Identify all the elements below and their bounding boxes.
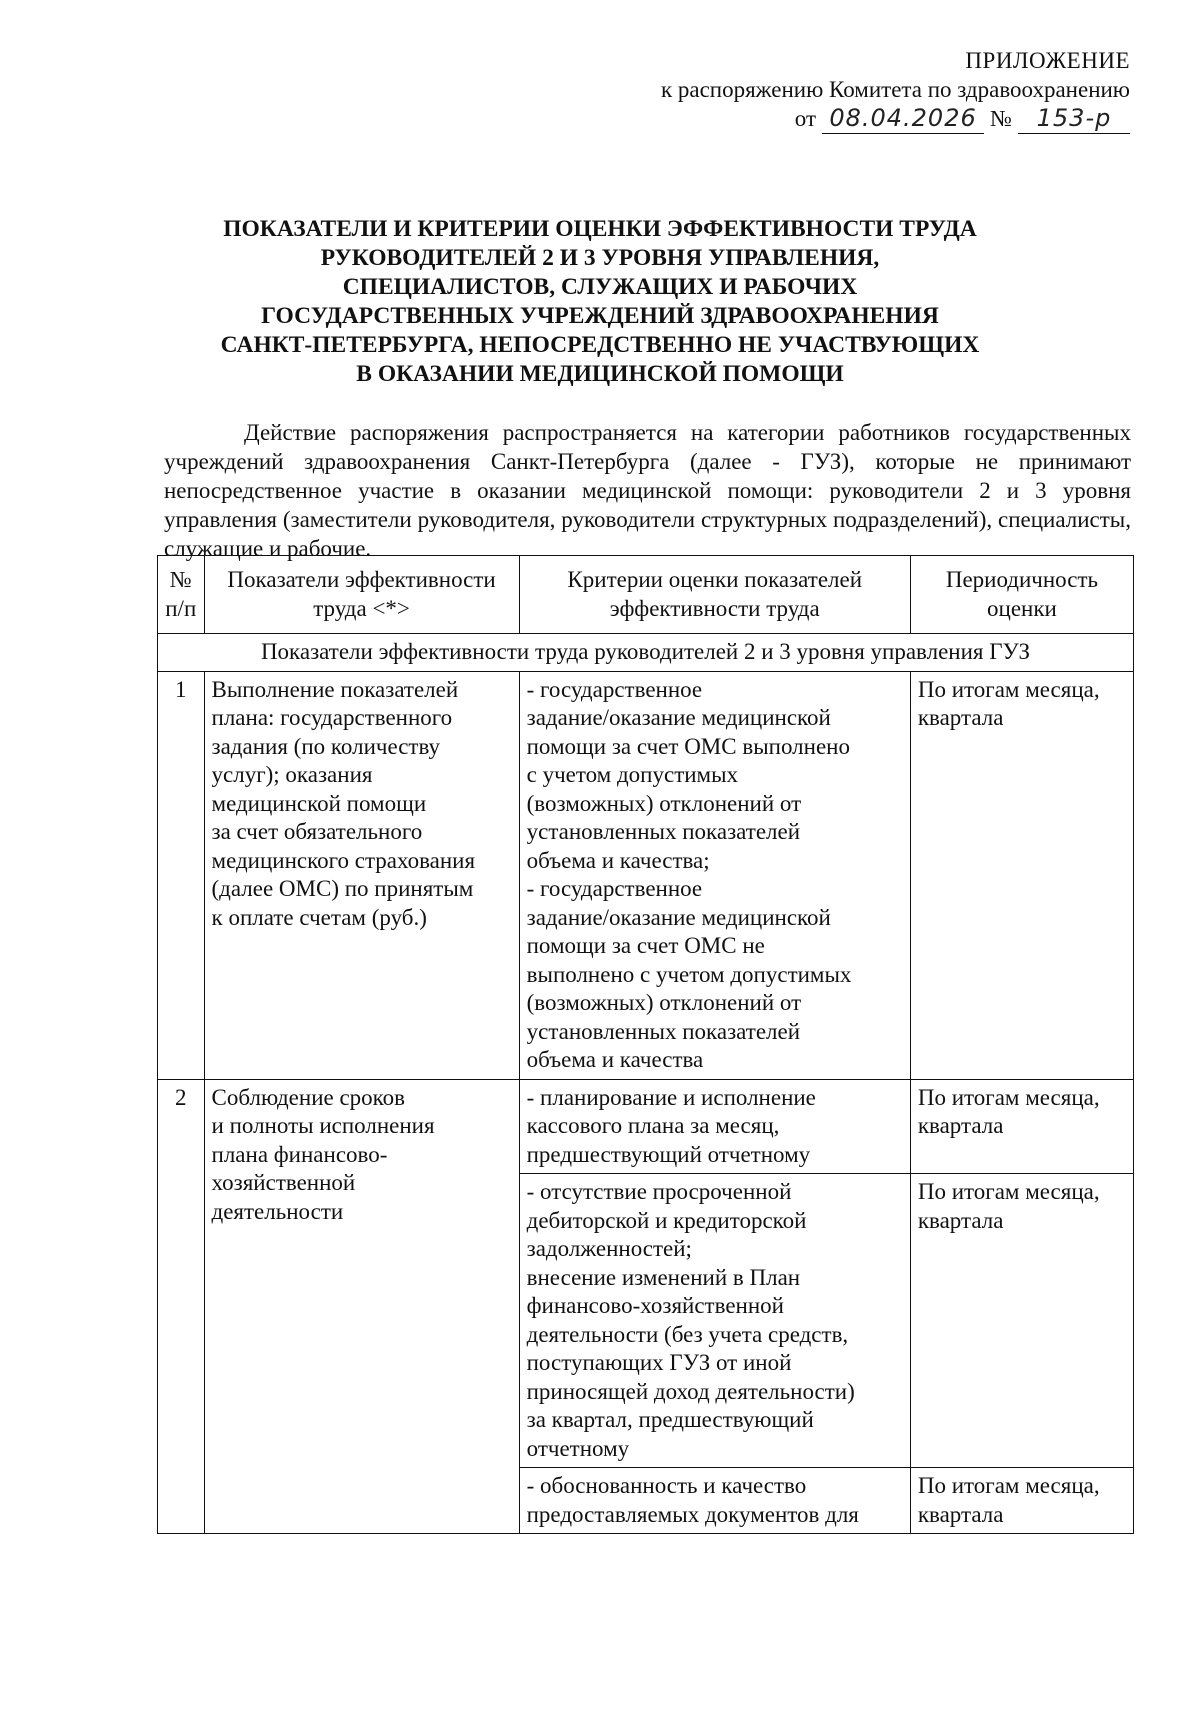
title-line: САНКТ-ПЕТЕРБУРГА, НЕПОСРЕДСТВЕННО НЕ УЧАСТВУЮЩИХ <box>220 332 980 358</box>
criteria-table <box>157 555 1134 1534</box>
section-row <box>158 634 1134 672</box>
table-header-row <box>158 556 1134 634</box>
header-criteria: Критерии оценки показателей эффективности труда <box>519 556 910 634</box>
title-line: СПЕЦИАЛИСТОВ, СЛУЖАЩИХ И РАБОЧИХ <box>342 274 858 300</box>
intro-paragraph <box>164 418 1131 563</box>
row-period: По итогам месяца, квартала <box>910 671 1133 1079</box>
appendix-date-number <box>795 104 1130 134</box>
row-number: 1 <box>158 671 205 1079</box>
title-line: В ОКАЗАНИИ МЕДИЦИНСКОЙ ПОМОЩИ <box>356 361 844 387</box>
title-line: ГОСУДАРСТВЕННЫХ УЧРЕЖДЕНИЙ ЗДРАВООХРАНЕНИЯ <box>261 303 939 329</box>
header-period: Периодичность оценки <box>910 556 1133 634</box>
intro-text: Действие распоряжения распространяется на категории работников государственных учреждений здравоохранения Санкт-Петербурга (далее - ГУЗ), которые не принимают непосредственное участие в оказании медицинской помощи: руководители 2 и 3 уровня управления (заместители руководителя, руководители структурных подразделений), специалисты, служащие и рабочие. <box>164 420 1131 561</box>
row-criteria: - отсутствие просроченной дебиторской и кредиторской задолженностей; внесение изменений в План финансово-хозяйственной деятельности (без учета средств, поступающих ГУЗ от иной приносящей доход деятельности) за квартал, предшествующий отчетному <box>519 1174 910 1468</box>
row-criteria: - планирование и исполнение кассового плана за месяц, предшествующий отчетному <box>519 1079 910 1174</box>
table-row <box>158 1079 1134 1174</box>
number-prefix: № <box>990 106 1012 131</box>
row-period: По итогам месяца, квартала <box>910 1468 1133 1534</box>
row-indicator: Выполнение показателей плана: государственного задания (по количеству услуг); оказания медицинской помощи за счет обязательного медицинского страхования (далее ОМС) по принятым к оплате счетам (руб.) <box>204 671 519 1079</box>
row-period: По итогам месяца, квартала <box>910 1079 1133 1174</box>
appendix-reference: к распоряжению Комитета по здравоохранению <box>660 77 1130 102</box>
row-criteria: - обоснованность и качество предоставляемых документов для <box>519 1468 910 1534</box>
section-title: Показатели эффективности труда руководителей 2 и 3 уровня управления ГУЗ <box>158 634 1134 672</box>
row-period: По итогам месяца, квартала <box>910 1174 1133 1468</box>
row-criteria: - государственное задание/оказание медицинской помощи за счет ОМС выполнено с учетом допустимых (возможных) отклонений от установленных показателей объема и качества; - государственное задание/оказание медицинской помощи за счет ОМС не выполнено с учетом допустимых (возможных) отклонений от установленных показателей объема и качества <box>519 671 910 1079</box>
handwritten-date: 08.04.2026 <box>822 104 984 134</box>
header-indicators: Показатели эффективности труда <*> <box>204 556 519 634</box>
document-title <box>160 215 1040 389</box>
table-row <box>158 671 1134 1079</box>
header-num: № п/п <box>158 556 205 634</box>
title-line: ПОКАЗАТЕЛИ И КРИТЕРИИ ОЦЕНКИ ЭФФЕКТИВНОСТИ ТРУДА <box>223 216 977 242</box>
row-indicator: Соблюдение сроков и полноты исполнения плана финансово- хозяйственной деятельности <box>204 1079 519 1534</box>
row-number: 2 <box>158 1079 205 1534</box>
date-prefix: от <box>794 106 817 131</box>
title-line: РУКОВОДИТЕЛЕЙ 2 И 3 УРОВНЯ УПРАВЛЕНИЯ, <box>320 245 880 271</box>
appendix-title: ПРИЛОЖЕНИЕ <box>965 48 1130 73</box>
handwritten-number: 153-р <box>1018 104 1130 134</box>
appendix-header <box>661 46 1130 134</box>
